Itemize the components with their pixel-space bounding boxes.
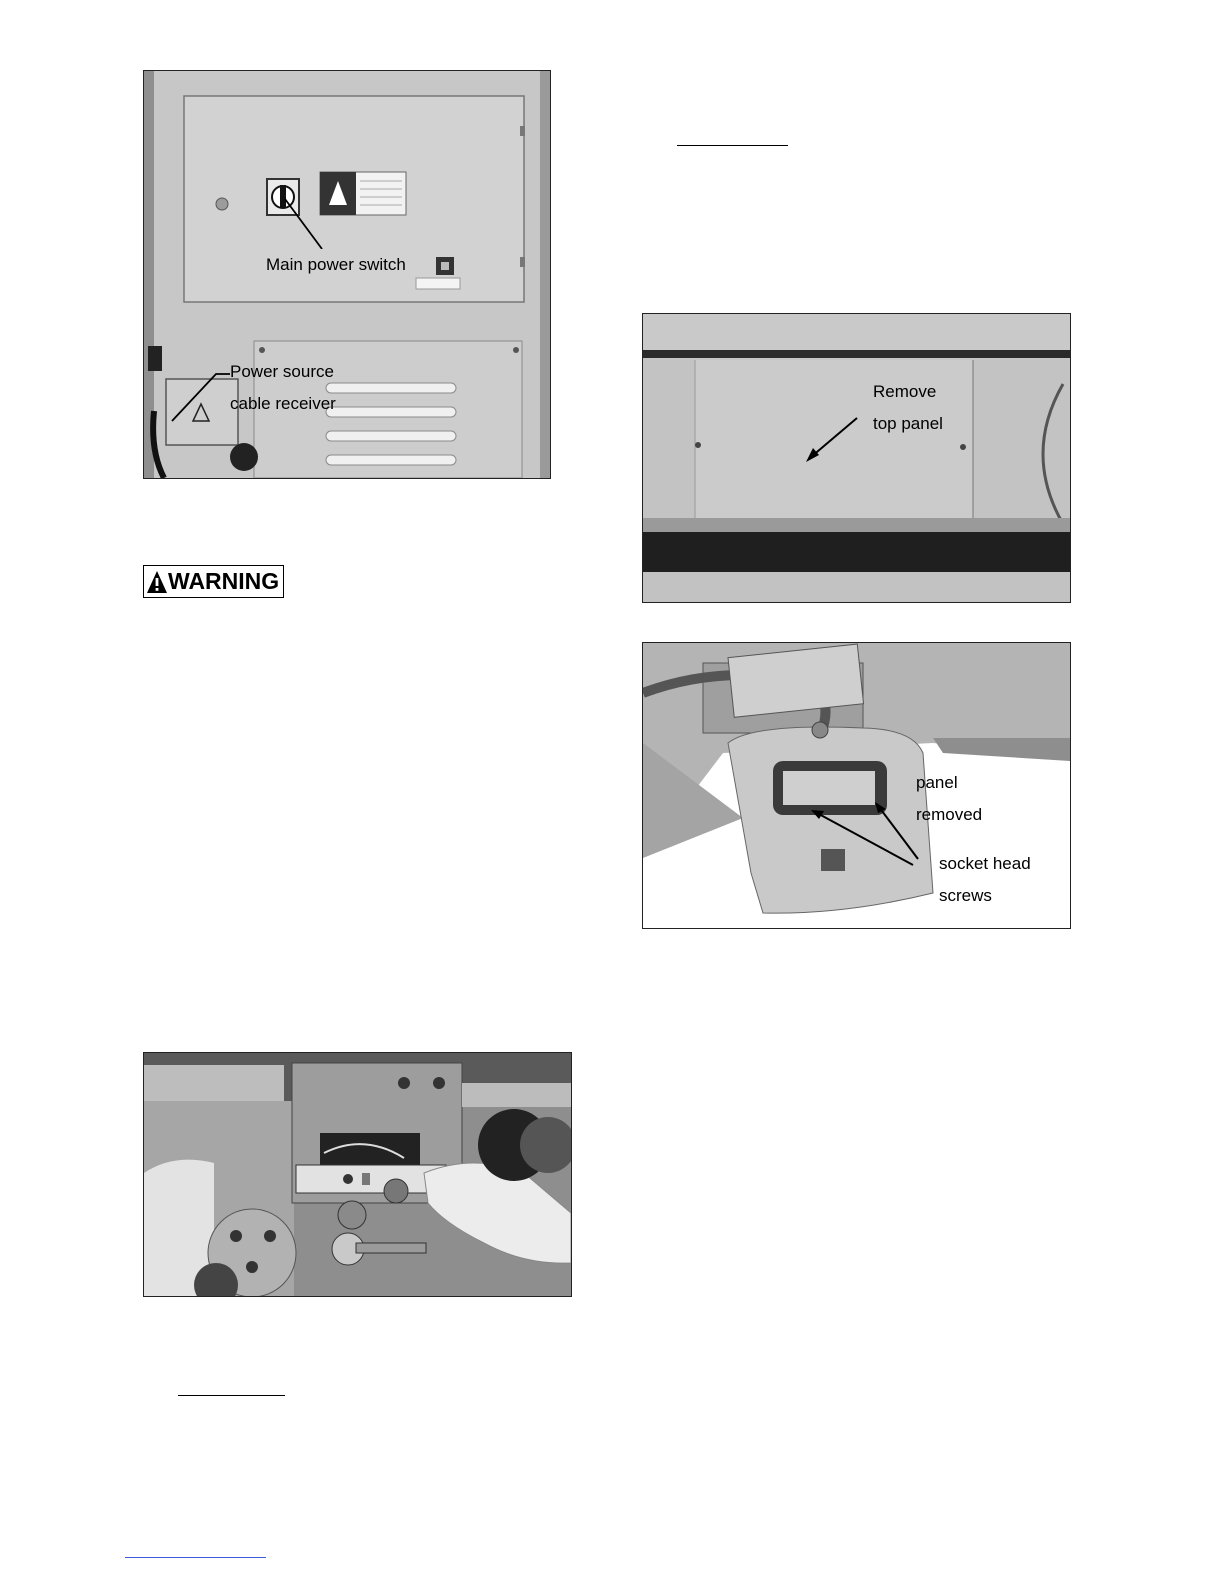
label-remove-line1: Remove bbox=[873, 382, 937, 401]
label-power-source-line2: cable receiver bbox=[230, 394, 336, 413]
warning-badge bbox=[143, 565, 284, 598]
top-panel-photo bbox=[643, 314, 1070, 602]
footer-link-rule bbox=[125, 1557, 266, 1558]
label-panel-line1: panel bbox=[916, 773, 958, 792]
warning-triangle-icon bbox=[146, 570, 168, 594]
pendant-photo bbox=[144, 1053, 571, 1296]
heading-underline-left bbox=[178, 1395, 285, 1396]
label-panel-line2: removed bbox=[916, 805, 983, 824]
label-screws-line2: screws bbox=[939, 886, 992, 905]
figure-main-power-panel bbox=[143, 70, 551, 479]
figure-remove-top-panel bbox=[642, 313, 1071, 603]
figure-control-pendant bbox=[143, 1052, 572, 1297]
label-remove-line2: top panel bbox=[873, 414, 943, 433]
label-screws-line1: socket head bbox=[939, 854, 1031, 873]
figure-panel-removed bbox=[642, 642, 1071, 929]
label-main-power-switch: Main power switch bbox=[266, 249, 406, 281]
heading-underline-right bbox=[677, 145, 788, 146]
panel-removed-photo bbox=[643, 643, 1070, 928]
label-power-source-line1: Power source bbox=[230, 362, 334, 381]
warning-text: WARNING bbox=[168, 568, 280, 594]
